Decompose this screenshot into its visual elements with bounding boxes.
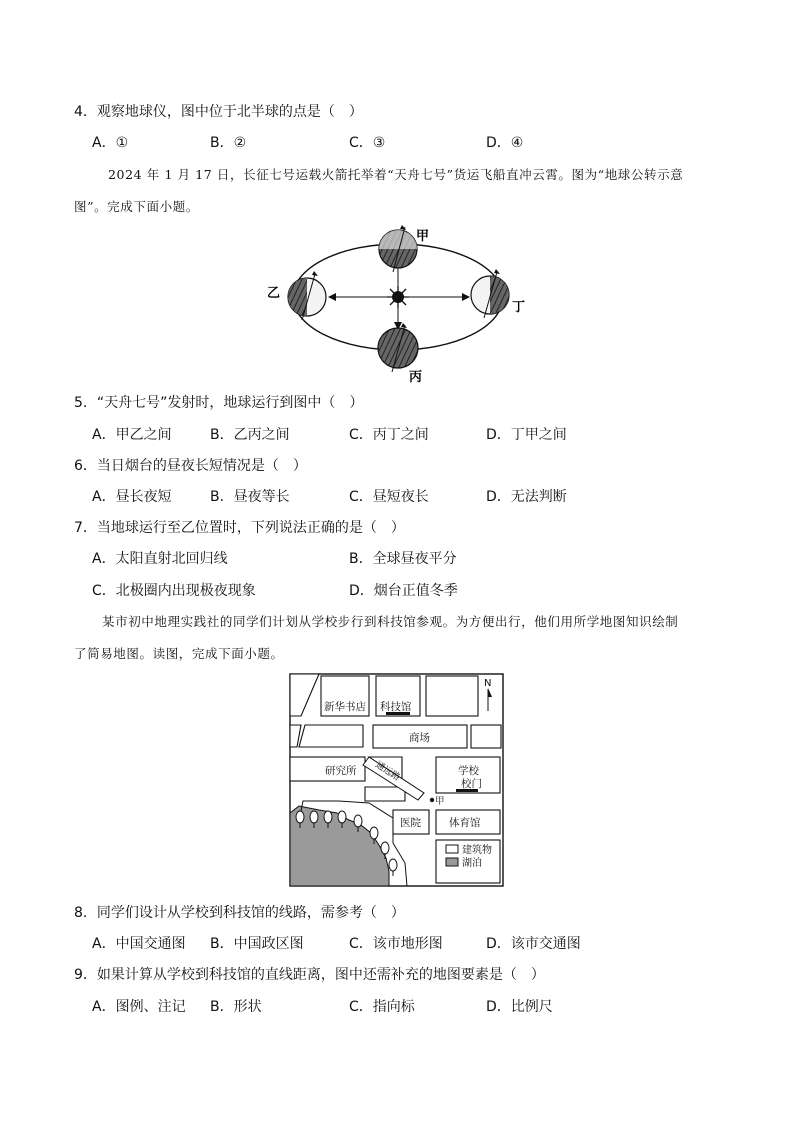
q5-option-d: D．丁甲之间 — [486, 427, 567, 443]
q6-option-b: B．昼夜等长 — [210, 489, 290, 505]
legend-label-building: 建筑物 — [462, 845, 492, 856]
map-label-institute: 研究所 — [325, 765, 357, 777]
point-jia-marker — [430, 798, 434, 802]
map-label-point-jia: 甲 — [435, 796, 445, 807]
map-label-bookstore: 新华书店 — [324, 701, 366, 713]
question-7-stem: 7．当地球运行至乙位置时，下列说法正确的是（ ） — [74, 520, 405, 536]
map-label-science-museum: 科技馆 — [380, 701, 412, 713]
question-5-stem: 5．“天舟七号”发射时，地球运行到图中（ ） — [74, 395, 364, 411]
q7-option-b: B．全球昼夜平分 — [349, 551, 457, 567]
intro-1-line-2: 图”。完成下面小题。 — [74, 199, 199, 214]
orbit-label-ding: 丁 — [512, 300, 526, 315]
q9-option-b: B．形状 — [210, 999, 262, 1015]
earth-jia-icon — [379, 225, 417, 272]
intro-2-line-2: 了简易地图。读图，完成下面小题。 — [74, 646, 284, 661]
q7-option-a: A．太阳直射北回归线 — [92, 551, 228, 567]
orbit-label-jia: 甲 — [416, 229, 430, 244]
map-label-hospital: 医院 — [400, 817, 421, 829]
q4-option-b: B．② — [210, 135, 247, 151]
map-label-mall: 商场 — [409, 732, 430, 744]
intro-2-line-1: 某市初中地理实践社的同学们计划从学校步行到科技馆参观。为方便出行，他们用所学地图知识绘制 — [102, 614, 679, 629]
legend-building-swatch — [446, 845, 458, 853]
question-8-stem: 8．同学们设计从学校到科技馆的线路，需参考（ ） — [74, 905, 405, 921]
q4-option-d: D．④ — [486, 135, 524, 151]
q9-option-d: D．比例尺 — [486, 999, 553, 1015]
map-label-road: 通远路 — [373, 760, 402, 784]
earth-ding-icon — [471, 269, 509, 318]
map-label-north: N — [484, 678, 492, 689]
orbit-label-yi: 乙 — [267, 286, 281, 301]
q6-option-d: D．无法判断 — [486, 489, 567, 505]
earth-bing-icon — [378, 323, 418, 372]
map-label-school: 学校 — [458, 765, 479, 777]
q5-option-c: C．丙丁之间 — [349, 427, 429, 443]
q5-option-a: A．甲乙之间 — [92, 427, 172, 443]
orbit-label-bing: 丙 — [409, 370, 423, 384]
q9-option-c: C．指向标 — [349, 999, 415, 1015]
q8-option-d: D．该市交通图 — [486, 936, 581, 952]
legend-label-lake: 湖泊 — [462, 858, 482, 869]
question-9-stem: 9．如果计算从学校到科技馆的直线距离，图中还需补充的地图要素是（ ） — [74, 967, 545, 983]
q8-option-b: B．中国政区图 — [210, 936, 304, 952]
sun-icon — [387, 286, 409, 308]
q7-option-d: D．烟台正值冬季 — [349, 583, 458, 599]
city-map — [289, 673, 505, 888]
question-6-stem: 6．当日烟台的昼夜长短情况是（ ） — [74, 458, 307, 474]
question-4-stem: 4．观察地球仪，图中位于北半球的点是（ ） — [74, 104, 363, 120]
q4-option-c: C．③ — [349, 135, 386, 151]
q7-option-c: C．北极圈内出现极夜现象 — [92, 583, 256, 599]
q5-option-b: B．乙丙之间 — [210, 427, 290, 443]
earth-orbit-diagram — [262, 222, 532, 384]
q6-option-a: A．昼长夜短 — [92, 489, 172, 505]
map-label-stadium: 体育馆 — [449, 817, 481, 829]
q6-option-c: C．昼短夜长 — [349, 489, 429, 505]
map-label-school-gate: 校门 — [461, 778, 482, 790]
q8-option-c: C．该市地形图 — [349, 936, 443, 952]
q4-option-a: A．① — [92, 135, 129, 151]
legend-lake-swatch — [446, 858, 458, 866]
q9-option-a: A．图例、注记 — [92, 999, 186, 1015]
earth-yi-icon — [288, 271, 326, 320]
intro-1-line-1: 2024 年 1 月 17 日，长征七号运载火箭托举着“天舟七号”货运飞船直冲云霄。图为“地球公转示意 — [108, 167, 684, 182]
q8-option-a: A．中国交通图 — [92, 936, 186, 952]
